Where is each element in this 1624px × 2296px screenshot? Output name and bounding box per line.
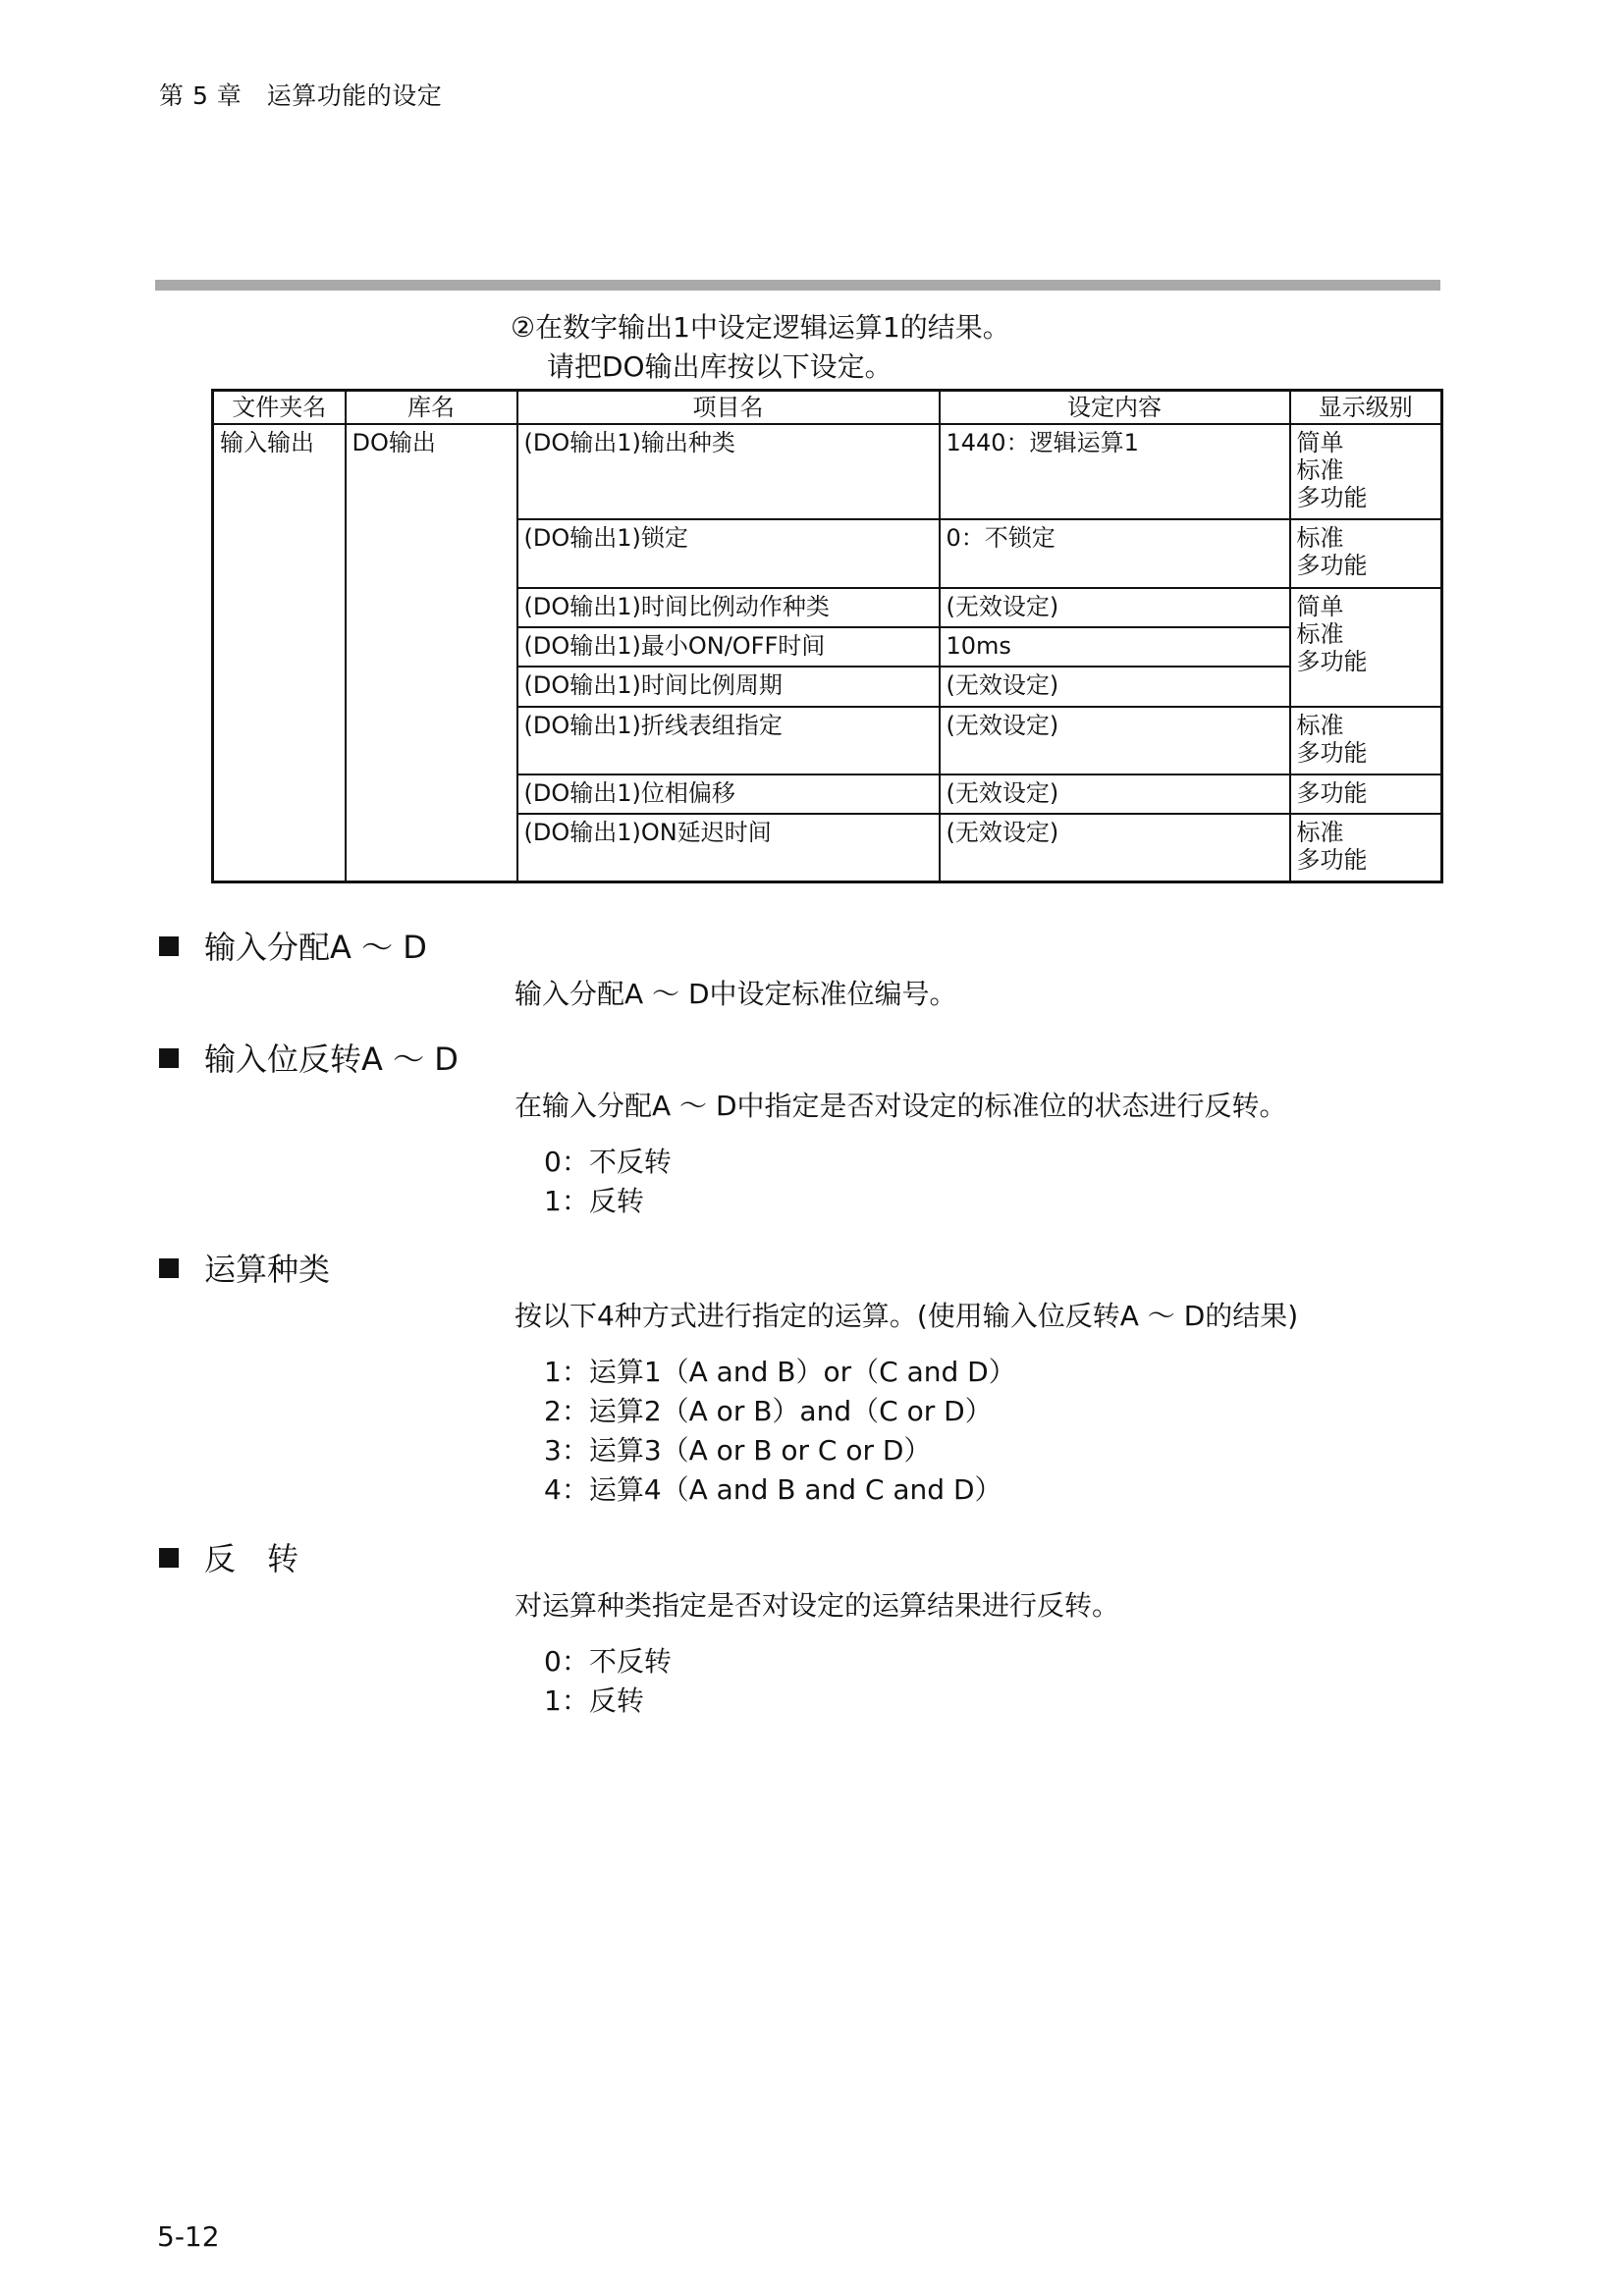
cell-value: 1440：逻辑运算1 xyxy=(940,424,1290,519)
cell-item: (DO输出1)位相偏移 xyxy=(517,774,940,814)
level-text: 标准 xyxy=(1296,456,1344,484)
option-list xyxy=(544,1353,1016,1510)
level-text: 标准 xyxy=(1296,620,1344,648)
level-text: 简单 xyxy=(1296,593,1344,620)
square-bullet-icon xyxy=(159,1258,179,1278)
level-text: 多功能 xyxy=(1296,648,1368,675)
cell-item: (DO输出1)时间比例周期 xyxy=(517,667,940,707)
table-header-row xyxy=(213,391,1442,425)
section-heading-input-invert xyxy=(159,1035,459,1080)
level-text: 标准 xyxy=(1296,712,1344,739)
cell-value: 0：不锁定 xyxy=(940,519,1290,588)
header-folder: 文件夹名 xyxy=(213,391,346,425)
step-line-1: ②在数字输出1中设定逻辑运算1的结果。 xyxy=(511,311,1010,344)
level-text: 多功能 xyxy=(1296,779,1368,807)
cell-value: 10ms xyxy=(940,627,1290,667)
cell-level xyxy=(1290,588,1442,707)
page-number: 5-12 xyxy=(157,2220,220,2253)
section-heading-invert xyxy=(159,1534,298,1579)
option-list xyxy=(544,1143,672,1221)
section-title: 反 转 xyxy=(204,1540,299,1577)
section-title: 运算种类 xyxy=(204,1251,331,1288)
cell-item: (DO输出1)时间比例动作种类 xyxy=(517,588,940,627)
cell-item: (DO输出1)锁定 xyxy=(517,519,940,588)
step-line-2: 请把DO输出库按以下设定。 xyxy=(547,350,893,383)
cell-level xyxy=(1290,774,1442,814)
section-title: 输入位反转A ～ D xyxy=(204,1041,459,1078)
option-item: 0：不反转 xyxy=(544,1645,672,1678)
section-desc: 输入分配A ～ D中设定标准位编号。 xyxy=(514,978,957,1010)
cell-value: (无效设定) xyxy=(940,774,1290,814)
cell-level xyxy=(1290,707,1442,774)
option-item: 1：运算1（A and B）or（C and D） xyxy=(544,1356,1016,1388)
step-instruction xyxy=(511,308,1010,387)
cell-folder: 输入输出 xyxy=(213,424,346,881)
cell-bank: DO输出 xyxy=(346,424,517,881)
cell-item: (DO输出1)最小ON/OFF时间 xyxy=(517,627,940,667)
level-text: 标准 xyxy=(1296,819,1344,846)
cell-level xyxy=(1290,519,1442,588)
cell-item: (DO输出1)输出种类 xyxy=(517,424,940,519)
level-text: 标准 xyxy=(1296,524,1344,552)
square-bullet-icon xyxy=(159,936,179,956)
section-title: 输入分配A ～ D xyxy=(204,929,427,966)
square-bullet-icon xyxy=(159,1548,179,1568)
section-heading-operation-type xyxy=(159,1245,330,1290)
option-item: 1：反转 xyxy=(544,1185,644,1217)
header-level: 显示级别 xyxy=(1290,391,1442,425)
level-text: 多功能 xyxy=(1296,552,1368,579)
level-text: 多功能 xyxy=(1296,846,1368,874)
header-bank: 库名 xyxy=(346,391,517,425)
level-text: 多功能 xyxy=(1296,739,1368,767)
settings-table xyxy=(211,389,1443,883)
level-text: 多功能 xyxy=(1296,484,1368,511)
cell-item: (DO输出1)折线表组指定 xyxy=(517,707,940,774)
section-divider xyxy=(155,280,1440,291)
section-desc: 在输入分配A ～ D中指定是否对设定的标准位的状态进行反转。 xyxy=(514,1090,1287,1122)
square-bullet-icon xyxy=(159,1048,179,1068)
header-item: 项目名 xyxy=(517,391,940,425)
option-item: 4：运算4（A and B and C and D） xyxy=(544,1473,1002,1506)
option-item: 3：运算3（A or B or C or D） xyxy=(544,1434,932,1467)
option-list xyxy=(544,1642,672,1721)
level-text: 简单 xyxy=(1296,429,1344,456)
chapter-header: 第 5 章 运算功能的设定 xyxy=(159,81,443,110)
header-value: 设定内容 xyxy=(940,391,1290,425)
table-row xyxy=(213,424,1442,519)
section-desc: 按以下4种方式进行指定的运算。(使用输入位反转A ～ D的结果) xyxy=(514,1300,1299,1332)
cell-value: (无效设定) xyxy=(940,667,1290,707)
cell-value: (无效设定) xyxy=(940,707,1290,774)
option-item: 1：反转 xyxy=(544,1684,644,1717)
section-desc: 对运算种类指定是否对设定的运算结果进行反转。 xyxy=(514,1589,1120,1622)
cell-value: (无效设定) xyxy=(940,814,1290,881)
option-item: 2：运算2（A or B）and（C or D） xyxy=(544,1395,993,1427)
cell-level xyxy=(1290,424,1442,519)
cell-level xyxy=(1290,814,1442,881)
section-heading-input-assign xyxy=(159,923,427,968)
cell-value: (无效设定) xyxy=(940,588,1290,627)
cell-item: (DO输出1)ON延迟时间 xyxy=(517,814,940,881)
option-item: 0：不反转 xyxy=(544,1146,672,1178)
